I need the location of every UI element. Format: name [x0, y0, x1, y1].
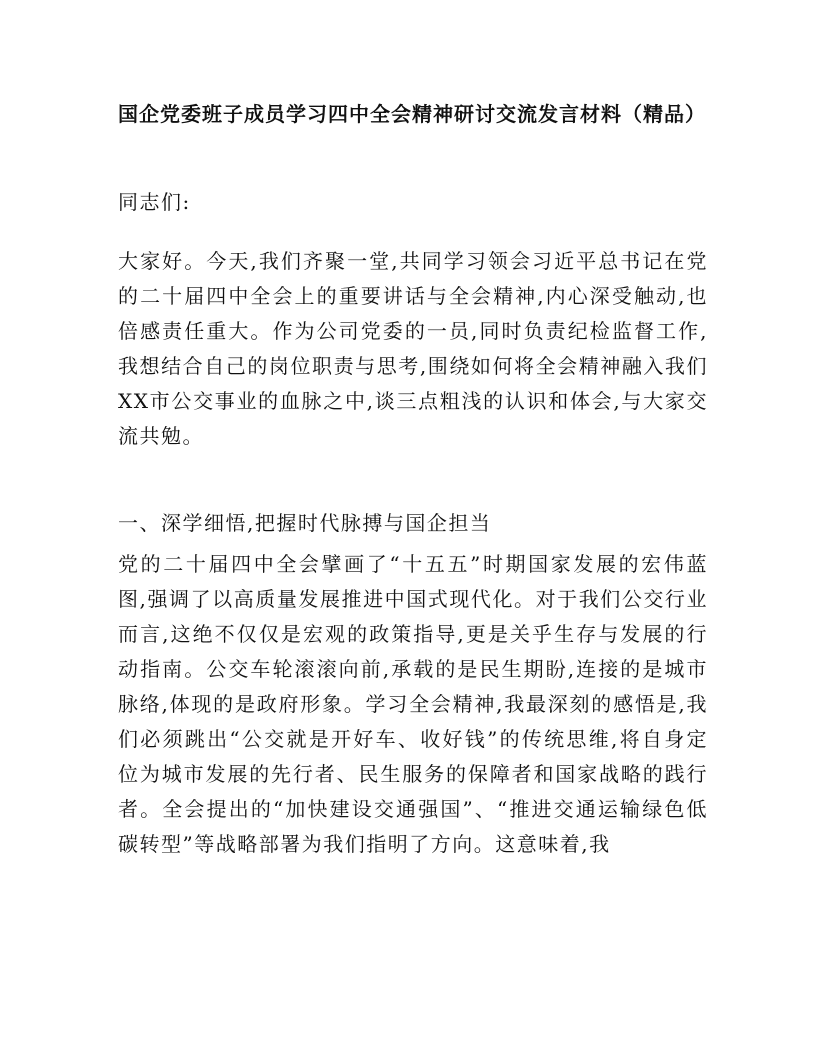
section-heading-1: 一、深学细悟,把握时代脉搏与国企担当	[118, 511, 492, 535]
intro-paragraph: 大家好。今天,我们齐聚一堂,共同学习领会习近平总书记在党的二十届四中全会上的重要讲话与全会精神,内心深受触动,也倍感责任重大。作为公司党委的一员,同时负责纪检监督工作,我想结合自己的岗位职责与思考,围绕如何将全会精神融入我们XX市公交事业的血脉之中,谈三点粗浅的认识和体会,与大家交流共勉。	[118, 249, 708, 448]
greeting-line: 同志们:	[118, 190, 191, 214]
document-title: 国企党委班子成员学习四中全会精神研讨交流发言材料（精品）	[118, 102, 706, 126]
section-paragraph-1: 党的二十届四中全会擘画了“十五五”时期国家发展的宏伟蓝图,强调了以高质量发展推进中国式现代化。对于我们公交行业而言,这绝不仅仅是宏观的政策指导,更是关乎生存与发展的行动指南。公交车轮滚滚向前,承载的是民生期盼,连接的是城市脉络,体现的是政府形象。学习全会精神,我最深刻的感悟是,我们必须跳出“公交就是开好车、收好钱”的传统思维,将自身定位为城市发展的先行者、民生服务的保障者和国家战略的践行者。全会提出的“加快建设交通强国”、“推进交通运输绿色低碳转型”等战略部署为我们指明了方向。这意味着,我	[118, 552, 708, 856]
